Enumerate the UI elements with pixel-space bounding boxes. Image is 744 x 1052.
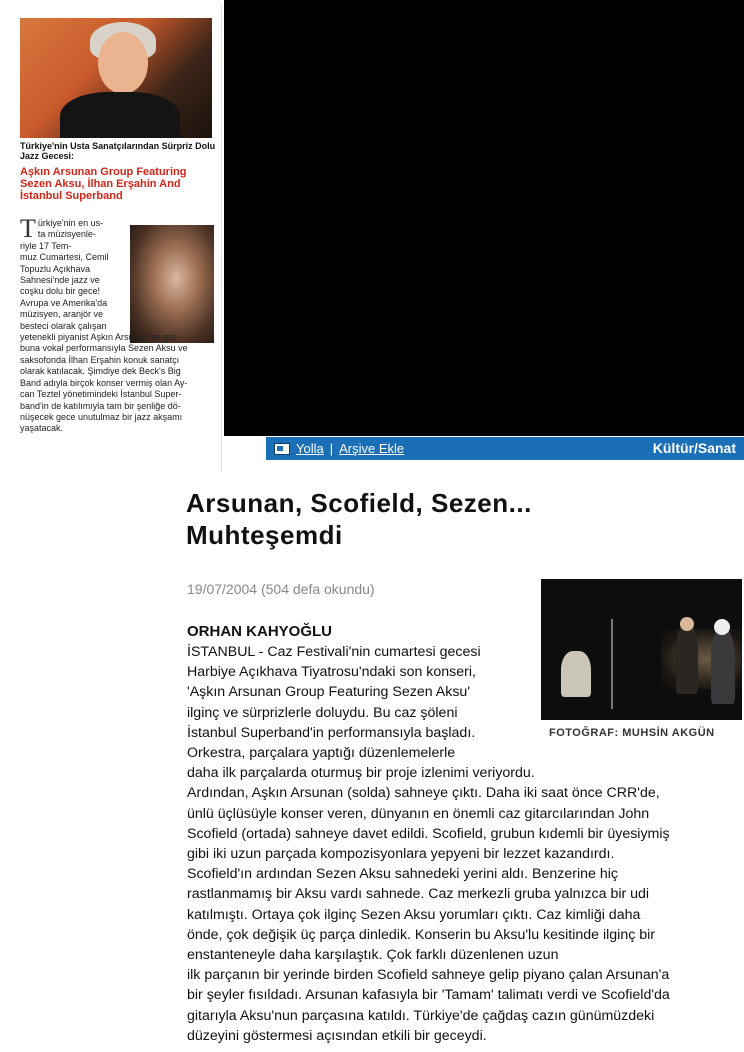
clipping-line: olarak katılacak. Şimdiye dek Beck's Big [20, 366, 181, 377]
body-line: Ardından, Aşkın Arsunan (solda) sahneye çıktı. Daha iki saat önce CRR'de, [187, 785, 660, 802]
body-line: ünlü üçlüsüyle konser veren, dünyanın en önemli caz gitarcılarından John [187, 805, 650, 822]
clipping-line: ürkiye'nin en us- [37, 218, 104, 228]
body-line: katılmıştı. Ortaya çok ilginç Sezen Aksu yorumları çıktı. Caz kimliği daha [187, 906, 641, 923]
body-line: bir şeyler fısıldadı. Arsunan kafasıyla bir 'Tamam' talimatı verdi ve Scofield'da [187, 987, 670, 1004]
body-line: daha ilk parçalarda oturmuş bir proje izlenimi veriyordu. [187, 765, 535, 782]
clipping-body [20, 214, 216, 435]
envelope-icon[interactable] [274, 443, 290, 455]
body-line: enstanteneyle daha karşılaştık. Çok farklı düzenlenen uzun [187, 947, 559, 964]
portrait-photo-arsunan [20, 18, 212, 138]
body-line: düzeyini göstermesi açısından etkili bir geceydi. [187, 1027, 487, 1044]
clipping-line: yetenekli piyanist Aşkın Arsunan ve gru- [20, 332, 180, 343]
section-label: Kültür/Sanat [652, 440, 736, 456]
clipping-line: nüşecek gece unutulmaz bir jazz akşamı [20, 411, 183, 422]
body-line: İstanbul Superband'in performansıyla başladı. [187, 724, 476, 741]
clipping-line: can Teztel yönetimindeki İstanbul Super- [20, 389, 182, 400]
clipping-line: besteci olarak çalışan [20, 320, 107, 331]
body-line: İSTANBUL - Caz Festivali'nin cumartesi gecesi [187, 644, 481, 660]
article-body [187, 642, 737, 1046]
clipping-line: coşku dolu bir gece! [20, 286, 101, 297]
photo-caption: FOTOĞRAF: MUHSİN AKGÜN [549, 727, 715, 739]
clipping-line: yaşatacak. [20, 423, 64, 434]
clipping-line: band'in de katılımıyla tam bir şenliğe dö- [20, 400, 181, 411]
clipping-line: Avrupa ve Amerika'da [20, 297, 108, 308]
magazine-clipping [8, 6, 222, 472]
clipping-kicker: Türkiye'nin Usta Sanatçılarından Sürpriz Dolu Jazz Gecesi: [20, 141, 216, 161]
clipping-line: Topuzlu Açıkhava [20, 263, 91, 274]
send-link[interactable]: Yolla [296, 441, 324, 456]
body-line: Scofield (ortada) sahneye davet edildi. Scofield, grubun kıdemli bir üyesiymiş [187, 825, 670, 842]
body-line: ilk parçanın bir yerinde birden Scofield sahneye gelip piyano çalan Arsunan'a [187, 967, 670, 984]
body-line: Harbiye Açıkhava Tiyatrosu'ndaki son konseri, [187, 664, 476, 681]
body-line: ilginç ve sürprizlerle doluydu. Bu caz şöleni [187, 704, 458, 721]
clipping-line: saksofonda İlhan Erşahin konuk sanatçı [20, 354, 180, 365]
black-media-area [224, 0, 744, 436]
article-toolbar [266, 437, 744, 460]
clipping-line: ta müzisyenle- [37, 229, 96, 240]
archive-link[interactable]: Arşive Ekle [339, 441, 405, 456]
clipping-line: muz Cumartesi, Cemil [20, 252, 109, 263]
clipping-line: buna vokal performansıyla Sezen Aksu ve [20, 343, 188, 354]
article-title-line: Muhteşemdi [186, 520, 343, 550]
article-title [186, 487, 706, 551]
body-line: gibi iki uzun parçada kompozisyonlara yepyeni bir lezzet kazandırdı. [187, 846, 615, 863]
article-title-line: Arsunan, Scofield, Sezen... [186, 488, 532, 518]
clipping-line: Band adıyla birçok konser vermiş olan Ay- [20, 377, 188, 388]
body-line: gitarıyla Aksu'nun parçasına katıldı. Türkiye'de çağdaş cazın günümüzdeki [187, 1007, 655, 1024]
clipping-line: Sahnesi'nde jazz ve [20, 275, 100, 286]
body-line: önde, çok değişik üç parça dinledik. Konserin bu Aksu'lu kesitinde ilginç bir [187, 926, 656, 943]
body-line: 'Aşkın Arsunan Group Featuring Sezen Aksu' [187, 684, 471, 701]
nav-separator: | [329, 441, 334, 456]
body-line: Scofield'ın ardından Sezen Aksu sahnedeki yerini aldı. Benzerine hiç [187, 866, 618, 883]
dropcap: T [20, 214, 36, 243]
article-author: ORHAN KAHYOĞLU [187, 623, 332, 640]
article-meta: 19/07/2004 (504 defa okundu) [187, 581, 375, 597]
body-line: Orkestra, parçalara yaptığı düzenlemelerle [187, 745, 456, 762]
clipping-headline: Aşkın Arsunan Group Featuring Sezen Aksu, İlhan Erşahin And İstanbul Superband [20, 166, 187, 202]
clipping-line: riyle 17 Tem- [20, 240, 72, 251]
body-line: rastlanmamış bir Aksu vardı sahnede. Caz merkezli gruba yalnızca bir udi [187, 886, 650, 903]
clipping-line: müzisyen, aranjör ve [20, 309, 104, 320]
